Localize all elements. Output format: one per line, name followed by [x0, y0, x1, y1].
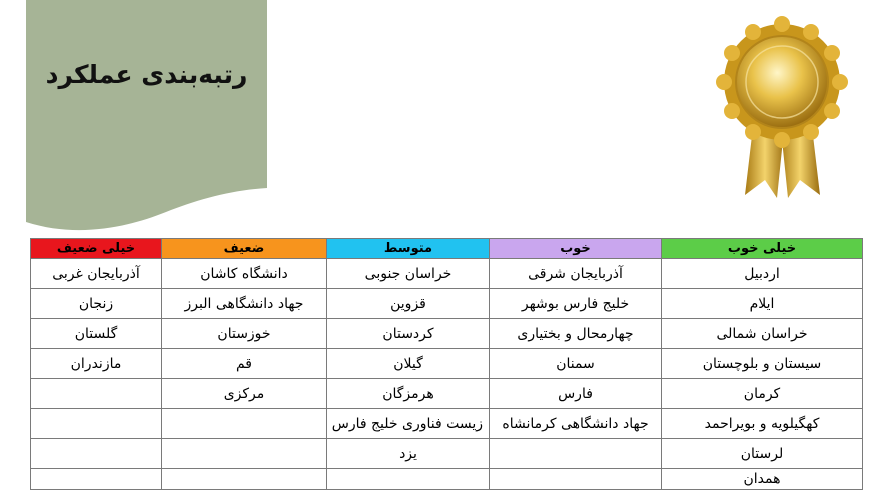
banner-shape [26, 0, 267, 236]
table-cell: آذربایجان غربی [31, 259, 162, 289]
table-cell: خراسان جنوبی [327, 259, 490, 289]
table-cell: خوزستان [162, 319, 327, 349]
table-cell: هرمزگان [327, 379, 490, 409]
table-cell [490, 469, 662, 490]
table-cell [327, 469, 490, 490]
table-cell: لرستان [662, 439, 863, 469]
table-cell [162, 439, 327, 469]
table-cell: جهاد دانشگاهی کرمانشاه [490, 409, 662, 439]
table-row [31, 439, 863, 469]
table-cell: آذربایجان شرقی [490, 259, 662, 289]
table-cell: فارس [490, 379, 662, 409]
table-cell: یزد [327, 439, 490, 469]
table-cell [31, 469, 162, 490]
table-cell: مازندران [31, 349, 162, 379]
table-cell: اردبیل [662, 259, 863, 289]
table-cell: کهگیلویه و بویراحمد [662, 409, 863, 439]
table-cell: گلستان [31, 319, 162, 349]
table-row [31, 469, 863, 490]
ranking-table [30, 238, 863, 490]
header-weak: ضعیف [162, 239, 327, 259]
title-banner [26, 0, 267, 236]
header-very-weak: خیلی ضعیف [31, 239, 162, 259]
table-cell: ایلام [662, 289, 863, 319]
table-cell [31, 379, 162, 409]
table-row [31, 409, 863, 439]
medal-ribbon-icon [715, 10, 850, 204]
table-cell [31, 409, 162, 439]
table-cell: سیستان و بلوچستان [662, 349, 863, 379]
table-cell: زنجان [31, 289, 162, 319]
table-cell: چهارمحال و بختیاری [490, 319, 662, 349]
table-cell [490, 439, 662, 469]
header-good: خوب [490, 239, 662, 259]
header-row [31, 239, 863, 259]
table-cell: گیلان [327, 349, 490, 379]
table-cell: کرمان [662, 379, 863, 409]
table-cell: دانشگاه کاشان [162, 259, 327, 289]
table-cell: قم [162, 349, 327, 379]
table-row [31, 349, 863, 379]
table-cell: قزوین [327, 289, 490, 319]
header-very-good: خیلی خوب [662, 239, 863, 259]
table-cell: خلیج فارس بوشهر [490, 289, 662, 319]
table-cell: سمنان [490, 349, 662, 379]
table-cell [162, 409, 327, 439]
table-row [31, 259, 863, 289]
page-title: رتبه‌بندی عملکرد [45, 60, 248, 89]
table-cell: جهاد دانشگاهی البرز [162, 289, 327, 319]
table-cell: کردستان [327, 319, 490, 349]
table-cell: مرکزی [162, 379, 327, 409]
table-cell: خراسان شمالی [662, 319, 863, 349]
table-cell [31, 439, 162, 469]
table-cell: زیست فناوری خلیج فارس [327, 409, 490, 439]
table-row [31, 289, 863, 319]
table-cell: همدان [662, 469, 863, 490]
table-row [31, 319, 863, 349]
table-cell [162, 469, 327, 490]
table-row [31, 379, 863, 409]
header-average: متوسط [327, 239, 490, 259]
